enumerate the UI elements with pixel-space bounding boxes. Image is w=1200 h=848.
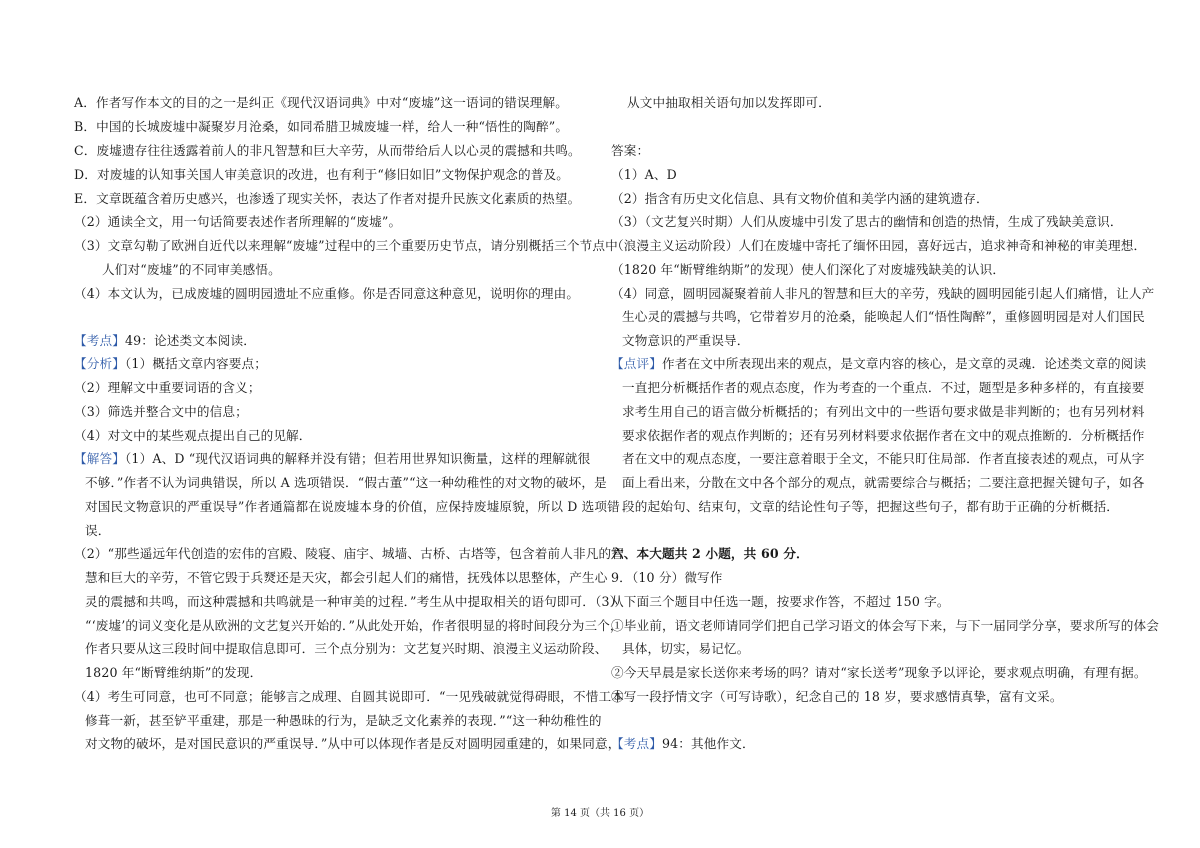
- dianping-line: [611, 356, 1146, 372]
- answer-4-line-3: 文物意识的严重误导．: [622, 333, 750, 348]
- jieda-text-2: 不够．”作者不认为词典错误，所以 A 选项错误．“假古董”“这一种幼稚性的对文物的破坏，是: [85, 475, 607, 490]
- jieda2-text-2: 慧和巨大的辛劳，不管它毁于兵燹还是天灾，都会引起人们的痛惜，抚残体以思整体，产生心: [85, 570, 608, 585]
- jieda-text-1: （1）A、D “现代汉语词典的解释并没有错；但若用世界知识衡量，这样的理解就很: [124, 451, 591, 466]
- jieda2-text-4: “‘废墟’的词义变化是从欧洲的文艺复兴开始的．”从此处开始，作者很明显的将时间段分为三个，: [85, 618, 623, 633]
- fenxi-text-2: （2）理解文中重要词语的含义；: [74, 380, 261, 395]
- kaodian-tag-right: 【考点】: [611, 736, 662, 751]
- dianping-text-4: 要求依据作者的观点作判断的；还有另列材料要求依据作者在文中的观点推断的．分析概括作: [622, 428, 1145, 443]
- question-9-option-2: ②今天早晨是家长送你来考场的吗？请对“家长送考”现象予以评论，要求观点明确，有理有据。: [611, 665, 1147, 680]
- answer-4-line-1: （4）同意，圆明园凝聚着前人非凡的智慧和巨大的辛劳，残缺的圆明园能引起人们痛惜，让人产: [611, 286, 1155, 301]
- question-9-option-3: ③写一段抒情文字（可写诗歌），纪念自己的 18 岁，要求感情真挚，富有文采。: [611, 689, 1063, 704]
- question-3-line-2: 人们对“废墟”的不同审美感悟。: [102, 262, 281, 277]
- kaodian-text-right: 94：其他作文．: [661, 736, 755, 751]
- answer-4-line-2: 生心灵的震撼与共鸣，它带着岁月的沧桑，能唤起人们“悟性陶醉”，重修圆明园是对人们国民: [622, 309, 1145, 324]
- continuation-text: 从文中抽取相关语句加以发挥即可．: [627, 95, 831, 110]
- question-9-intro: 从下面三个题目中任选一题，按要求作答，不超过 150 字。: [611, 594, 950, 609]
- jieda-tag: 【解答】: [74, 451, 125, 466]
- question-9-option-1-line-1: ①毕业前，语文老师请同学们把自己学习语文的体会写下来，与下一届同学分享，要求所写的体会: [611, 618, 1159, 633]
- option-b: B．中国的长城废墟中凝聚岁月沧桑，如同希腊卫城废墟一样，给人一种“悟性的陶醉”。: [74, 119, 569, 134]
- jieda-text-4: 误．: [85, 523, 111, 538]
- fenxi-text-3: （3）筛选并整合文中的信息；: [74, 404, 248, 419]
- jieda-text-3: 对国民文物意识的严重误导”作者通篇都在说废墟本身的价值，应保持废墟原貌，所以 D 选项错: [85, 499, 620, 514]
- question-4: （4）本文认为，已成废墟的圆明园遗址不应重修。你是否同意这种意见，说明你的理由。: [74, 286, 580, 301]
- kaodian-text: 49：论述类文本阅读．: [124, 333, 257, 348]
- answer-3-line-3: （1820 年“断臂维纳斯”的发现）使人们深化了对废墟残缺美的认识．: [611, 262, 1006, 277]
- option-e: E．文章既蕴含着历史感兴，也渗透了现实关怀，表达了作者对提升民族文化素质的热望。: [74, 191, 581, 206]
- jieda4-text-3: 对文物的破坏，是对国民意识的严重误导．”从中可以体现作者是反对圆明园重建的，如果同意，: [85, 736, 621, 751]
- kaodian-line: [74, 333, 256, 349]
- jieda2-text-1: （2）“那些遥远年代创造的宏伟的宫殿、陵寝、庙宇、城墙、古桥、古塔等，包含着前人非凡的智: [74, 546, 624, 561]
- fenxi-text-4: （4）对文中的某些观点提出自己的见解．: [74, 428, 312, 443]
- option-c: C．废墟遗存往往透露着前人的非凡智慧和巨大辛劳，从而带给后人以心灵的震撼和共鸣。: [74, 143, 581, 158]
- page-footer: 第 14 页（共 16 页）: [550, 808, 650, 819]
- fenxi-text-1: （1）概括文章内容要点；: [124, 356, 268, 371]
- answer-1: （1）A、D: [611, 167, 677, 182]
- question-2: （2）通读全文，用一句话简要表述作者所理解的“废墟”。: [74, 214, 402, 229]
- kaodian-tag: 【考点】: [74, 333, 125, 348]
- question-9-title: 9．（10 分）微写作: [611, 570, 723, 585]
- answer-2: （2）指含有历史文化信息、具有文物价值和美学内涵的建筑遗存．: [611, 191, 989, 206]
- dianping-text-3: 求考生用自己的语言做分析概括的；有列出文中的一些语句要求做是非判断的；也有另列材料: [622, 404, 1145, 419]
- dianping-text-7: 段的起始句、结束句，文章的结论性句子等，把握这些句子，都有助于正确的分析概括．: [622, 499, 1120, 514]
- fenxi-line: [74, 356, 267, 372]
- jieda4-text-2: 修葺一新，甚至铲平重建，那是一种愚昧的行为，是缺乏文化素养的表现．”“这一种幼稚性的: [85, 713, 602, 728]
- jieda2-text-6: 1820 年“断臂维纳斯”的发现．: [85, 665, 263, 680]
- option-d: D．对废墟的认知事关国人审美意识的改进，也有利于“修旧如旧”文物保护观念的普及。: [74, 167, 569, 182]
- dianping-tag: 【点评】: [611, 356, 662, 371]
- answer-3-line-1: （3）（文艺复兴时期）人们从废墟中引发了思古的幽情和创造的热情，生成了残缺美意识．: [611, 214, 1123, 229]
- dianping-text-5: 者在文中的观点态度，一要注意着眼于全文，不能只盯住局部．作者直接表述的观点，可从字: [622, 451, 1145, 466]
- dianping-text-2: 一直把分析概括作者的观点态度，作为考查的一个重点．不过，题型是多种多样的，有直接要: [622, 380, 1145, 395]
- jieda-line: [74, 451, 590, 467]
- jieda2-text-3: 灵的震撼和共鸣，而这种震撼和共鸣就是一种审美的过程．”考生从中提取相关的语句即可．（3）: [85, 594, 623, 609]
- dianping-text-6: 面上看出来，分散在文中各个部分的观点，就需要综合与概括；二要注意把握关键句子，如各: [622, 475, 1145, 490]
- answer-label: 答案：: [611, 143, 650, 158]
- fenxi-tag: 【分析】: [74, 356, 125, 371]
- dianping-text-1: 作者在文中所表现出来的观点，是文章内容的核心，是文章的灵魂．论述类文章的阅读: [661, 356, 1147, 371]
- option-a: A．作者写作本文的目的之一是纠正《现代汉语词典》中对“废墟”这一语词的错误理解。: [74, 95, 568, 110]
- jieda4-text-1: （4）考生可同意，也可不同意；能够言之成理、自圆其说即可．“一见残破就觉得碍眼，不惜工本: [74, 689, 624, 704]
- question-3-line-1: （3）文章勾勒了欧洲自近代以来理解“废墟”过程中的三个重要历史节点，请分别概括三个节点中: [74, 238, 618, 253]
- question-9-option-1-line-2: 具体，切实，易记忆。: [622, 641, 750, 656]
- answer-3-line-2: （浪漫主义运动阶段）人们在废墟中寄托了缅怀田园，喜好远古，追求神奇和神秘的审美理想．: [611, 238, 1147, 253]
- section-6-heading: 六、本大题共 2 小题，共 60 分．: [611, 546, 809, 561]
- jieda2-text-5: 作者只要从这三段时间中提取信息即可．三个点分别为：文艺复兴时期、浪漫主义运动阶段、: [85, 641, 608, 656]
- kaodian-line-right: [611, 736, 755, 752]
